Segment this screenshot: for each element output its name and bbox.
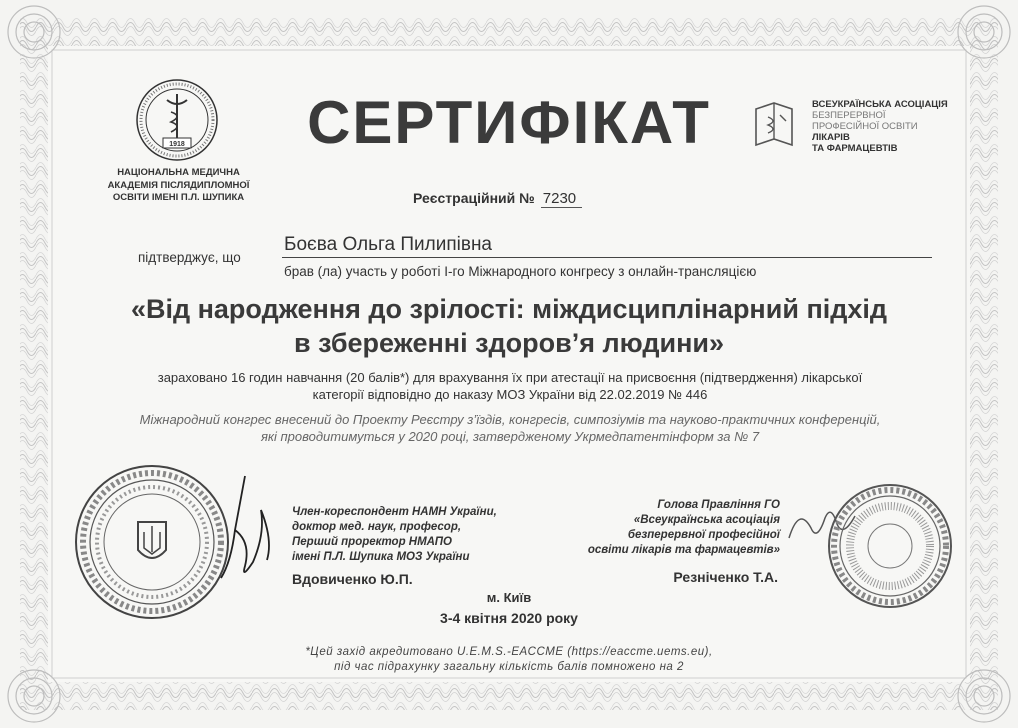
signer-right-name: Резніченко Т.А.	[673, 569, 778, 585]
registry-text	[60, 411, 960, 445]
signer-left-title	[292, 505, 532, 565]
registration-line	[413, 190, 582, 208]
issue-date: 3-4 квітня 2020 року	[440, 610, 578, 626]
footnote-line: *Цей захід акредитовано U.E.M.S.-EACCME (https://eaccme.uems.eu),	[305, 646, 713, 658]
signer-right-line: освіти лікарів та фармацевтів»	[587, 544, 780, 556]
registration-number: 7230	[541, 190, 582, 208]
academy-name-line: НАЦІОНАЛЬНА МЕДИЧНА	[117, 167, 240, 178]
signer-left-line: Член-кореспондент НАМН України,	[292, 506, 497, 518]
association-name-line: ПРОФЕСІЙНОЇ ОСВІТИ	[812, 121, 918, 132]
association-name-line: ЛІКАРІВ	[812, 132, 850, 143]
event-title-line: «Від народження до зрілості: міждисциплінарний підхід	[130, 294, 888, 324]
participant-name: Боєва Ольга Пилипівна	[282, 234, 932, 258]
academy-name-line: ОСВІТИ ІМЕНІ П.Л. ШУПИКА	[112, 192, 245, 203]
confirm-label: підтверджує, що	[138, 250, 241, 265]
academy-name	[96, 167, 261, 205]
academy-name-line: АКАДЕМІЯ ПІСЛЯДИПЛОМНОЇ	[107, 179, 250, 191]
signer-left-name: Вдовиченко Ю.П.	[292, 571, 413, 587]
registry-line: Міжнародний конгрес внесений до Проекту Реєстру з’їздів, конгресів, симпозіумів та науково-практичних конференцій,	[139, 412, 881, 427]
association-name-line: ТА ФАРМАЦЕВТІВ	[812, 143, 898, 154]
association-logo-icon	[750, 95, 798, 153]
signer-left-line: імені П.Л. Шупика МОЗ України	[292, 551, 470, 563]
association-name-line: БЕЗПЕРЕРВНОЇ	[812, 110, 886, 121]
association-name	[812, 99, 972, 154]
signature-left	[205, 470, 285, 585]
issue-place: м. Київ	[486, 590, 532, 605]
emblem-year: 1918	[169, 141, 185, 148]
participation-text: брав (ла) участь у роботі I-го Міжнародного конгресу з онлайн-трансляцією	[284, 264, 757, 279]
signer-right-line: «Всеукраїнська асоціація	[633, 514, 780, 526]
credit-line: категорії відповідно до наказу МОЗ України від 22.02.2019 № 446	[312, 387, 708, 402]
credit-text	[60, 369, 960, 403]
signer-right-title	[580, 498, 780, 558]
signer-right-line: безперервної професійної	[627, 529, 780, 541]
footnote-line: під час підрахунку загальну кількість балів помножено на 2	[334, 661, 684, 673]
registry-line: які проводитимуться у 2020 році, затвердженому Укрмедпатентінформ за № 7	[260, 429, 760, 444]
accreditation-footnote	[0, 645, 1018, 675]
certificate-title: СЕРТИФІКАТ	[307, 89, 711, 156]
event-title-line: в збереженні здоров’я людини»	[293, 328, 725, 358]
signer-left-line: Перший проректор НМАПО	[292, 536, 452, 548]
event-title	[0, 292, 1018, 360]
registration-label: Реєстраційний №	[413, 190, 535, 206]
signer-right-line: Голова Правління ГО	[657, 499, 780, 511]
signer-left-line: доктор мед. наук, професор,	[292, 521, 462, 533]
association-name-line: ВСЕУКРАЇНСЬКА АСОЦІАЦІЯ	[812, 99, 948, 110]
credit-line: зараховано 16 годин навчання (20 балів*) для врахування їх при атестації на присвоєння (підтвердження) лікарської	[157, 370, 863, 385]
